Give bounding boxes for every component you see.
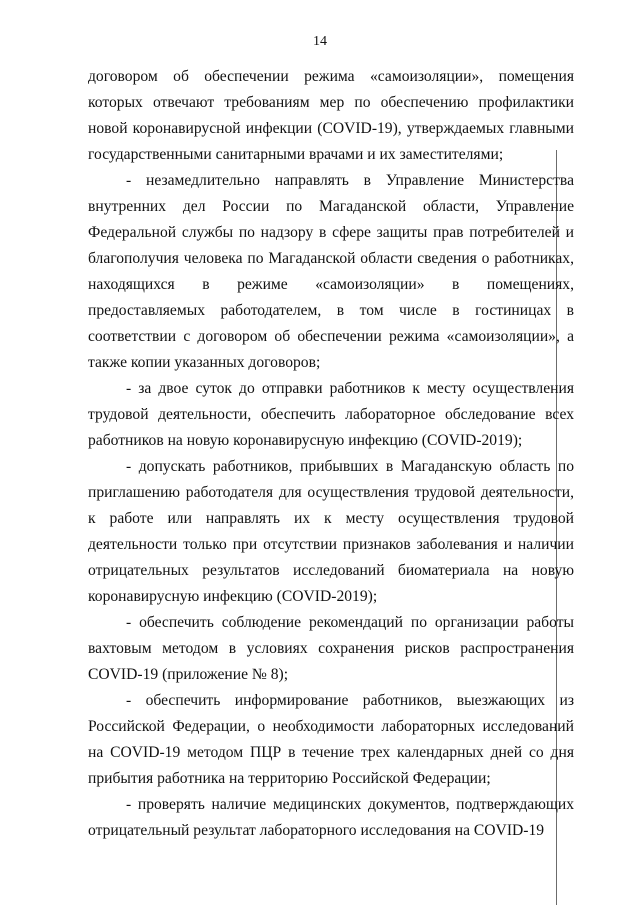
paragraph-notify-authorities: - незамедлительно направлять в Управление Министерства внутренних дел России по Магаданской области, Управление Федеральной службы по надзору в сфере защиты прав потребителей и благополучия человека по Магаданской области сведения о работниках, находящихся в режиме «самоизоляции» в помещениях, предоставляемых работодателем, в том числе в гостиницах в соответствии с договором об обеспечении режима «самоизоляции», а также копии указанных договоров; bbox=[88, 172, 574, 371]
paragraph-inform-workers: - обеспечить информирование работников, выезжающих из Российской Федерации, о необходимости лабораторных исследований на COVID-19 методом ПЦР в течение трех календарных дней со дня прибытия работника на территорию Российской Федерации; bbox=[88, 692, 574, 787]
page-number: 14 bbox=[313, 34, 327, 49]
paragraph-lab-testing: - за двое суток до отправки работников к месту осуществления трудовой деятельности, обеспечить лабораторное обследование всех работников на новую коронавирусную инфекцию (COVID-2019); bbox=[88, 380, 574, 449]
paragraph-admission-rules: - допускать работников, прибывших в Магаданскую область по приглашению работодателя для осуществления трудовой деятельности, к работе или направлять их к месту осуществления трудовой деятельности только при отсутствии признаков заболевания и наличии отрицательных результатов исследований биоматериала на новую коронавирусную инфекцию (COVID-2019); bbox=[88, 458, 574, 605]
paragraph-check-documents: - проверять наличие медицинских документов, подтверждающих отрицательный результат лабораторного исследования на COVID-19 bbox=[88, 796, 574, 839]
paragraph-continuation: договором об обеспечении режима «самоизоляции», помещения которых отвечают требованиям мер по обеспечению профилактики новой коронавирусной инфекции (COVID-19), утверждаемых главными государственными санитарными врачами и их заместителями; bbox=[88, 68, 574, 163]
document-body bbox=[88, 64, 574, 844]
paragraph-shift-work: - обеспечить соблюдение рекомендаций по организации работы вахтовым методом в условиях сохранения рисков распространения COVID-19 (приложение № 8); bbox=[88, 614, 574, 683]
